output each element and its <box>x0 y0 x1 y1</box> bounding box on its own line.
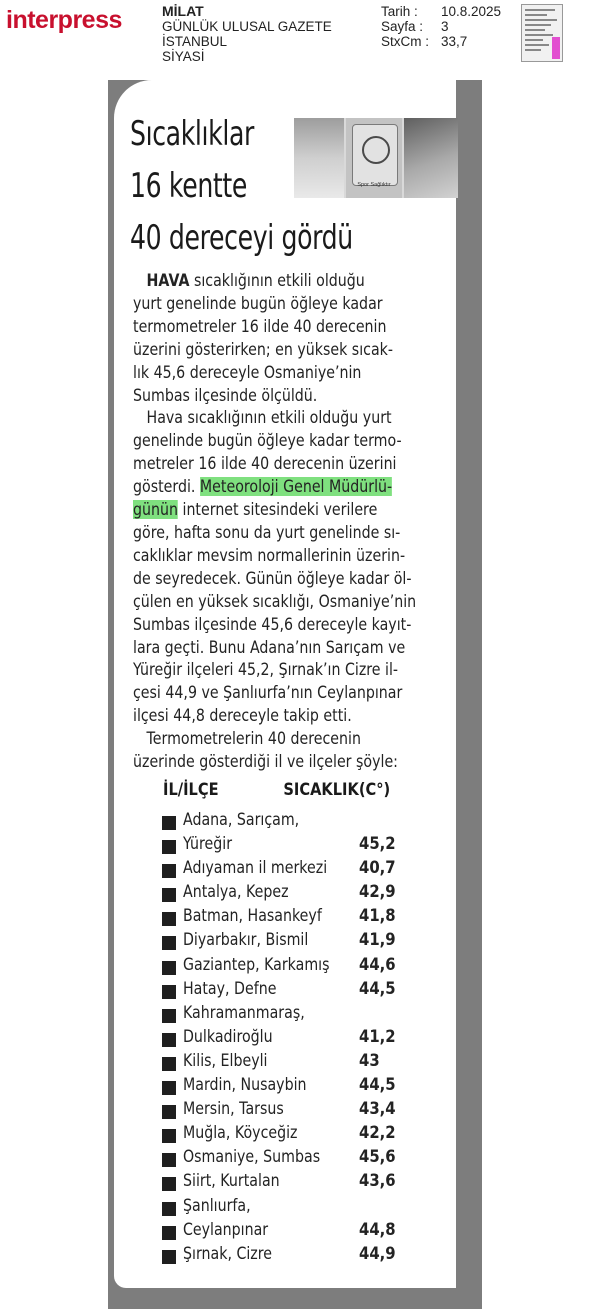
column-header-location: İL/İLÇE <box>163 780 219 800</box>
publication-type: GÜNLÜK ULUSAL GAZETE <box>162 19 332 34</box>
temperature-value: 43,4 <box>359 1099 396 1119</box>
bullet-square-icon <box>162 1105 176 1119</box>
temperature-value: 41,2 <box>359 1026 396 1046</box>
location-name: Adıyaman il merkezi <box>183 858 328 878</box>
temperature-value: 45,2 <box>359 834 396 854</box>
bullet-square-icon <box>162 985 176 999</box>
temperature-value: 44,9 <box>359 1243 396 1263</box>
list-item <box>162 1123 432 1147</box>
location-name: Siirt, Kurtalan <box>183 1171 280 1191</box>
location-name: Mersin, Tarsus <box>183 1099 284 1119</box>
bullet-square-icon <box>162 840 176 854</box>
list-item <box>162 834 432 858</box>
publication-info <box>162 4 332 64</box>
location-name: Kahramanmaraş, <box>183 1002 305 1022</box>
temperature-value: 41,8 <box>359 906 396 926</box>
article-headline: Sıcaklıklar 16 kentte 40 dereceyi gördü <box>130 114 353 258</box>
list-item <box>162 1171 432 1195</box>
location-name: Adana, Sarıçam, <box>183 810 300 829</box>
list-item <box>162 930 432 954</box>
location-name: Antalya, Kepez <box>183 882 289 902</box>
temperature-value: 41,9 <box>359 930 396 950</box>
location-name: Dulkadiroğlu <box>183 1026 273 1046</box>
column-header-temperature: SICAKLIK(C°) <box>283 780 391 800</box>
temperature-value: 44,6 <box>359 954 396 974</box>
location-name: Batman, Hasankeyf <box>183 906 322 926</box>
bullet-square-icon <box>162 864 176 878</box>
location-name: Hatay, Defne <box>183 978 277 998</box>
publication-city: İSTANBUL <box>162 34 228 49</box>
highlight-term-cont: günün <box>133 500 178 520</box>
publication-name: MİLAT <box>162 3 204 19</box>
temperature-value: 40,7 <box>359 858 396 878</box>
bullet-square-icon <box>162 1202 176 1216</box>
highlight-term: Meteoroloji Genel Müdürlü- <box>199 477 393 497</box>
bullet-square-icon <box>162 1033 176 1047</box>
list-item <box>162 979 432 1003</box>
bullet-square-icon <box>162 936 176 950</box>
list-item <box>162 1099 432 1123</box>
bullet-square-icon <box>162 912 176 926</box>
bullet-square-icon <box>162 1226 176 1240</box>
bullet-square-icon <box>162 816 176 830</box>
temperature-value: 42,2 <box>359 1123 396 1143</box>
list-item <box>162 1196 432 1220</box>
table-header <box>163 780 395 800</box>
temperature-value: 42,9 <box>359 882 396 902</box>
list-item <box>162 882 432 906</box>
list-item <box>162 1051 432 1075</box>
paragraph-2: Hava sıcaklığının etkili olduğu yurt <box>133 408 392 428</box>
article-photo <box>294 118 458 198</box>
list-item <box>162 1027 432 1051</box>
bullet-square-icon <box>162 1250 176 1264</box>
bullet-square-icon <box>162 1081 176 1095</box>
bullet-square-icon <box>162 1177 176 1191</box>
bullet-square-icon <box>162 961 176 975</box>
list-item <box>162 1075 432 1099</box>
list-item <box>162 906 432 930</box>
paragraph-3: Termometrelerin 40 derecenin <box>133 729 361 749</box>
photo-panel-sign <box>346 118 402 198</box>
photo-panel-right <box>404 118 458 198</box>
location-name: Şırnak, Cizre <box>183 1243 273 1263</box>
list-item <box>162 1244 432 1268</box>
interpress-logo: interpress <box>6 6 122 34</box>
temperature-list <box>162 810 432 1268</box>
temperature-value: 43 <box>359 1050 380 1070</box>
location-name: Şanlıurfa, <box>183 1195 251 1215</box>
temperature-value: 44,8 <box>359 1219 396 1239</box>
meta-date: Tarih : 10.8.2025 <box>381 4 502 19</box>
location-name: Kilis, Elbeyli <box>183 1050 268 1070</box>
temperature-value: 43,6 <box>359 1171 396 1191</box>
location-name: Gaziantep, Karkamış <box>183 954 330 974</box>
bullet-square-icon <box>162 1129 176 1143</box>
paragraph-1: HAVA sıcaklığının etkili olduğu <box>146 271 365 290</box>
temperature-value: 45,6 <box>359 1147 396 1167</box>
thumbnail-marker <box>552 37 560 59</box>
list-item <box>162 1220 432 1244</box>
article-body: HAVA sıcaklığının etkili olduğu yurt genelinde bugün öğleye kadar termometreler 16 ilde 40 derecenin üzerini gösterirken; en yüksek sıcak- lık 45,6 dereceyle Osmaniye’nin Sumbas ilçesinde ölçüldü. Hava sıcaklığının etkili olduğu yurt genelinde bugün öğleye kadar termo- metreler 16 ilde 40 derecenin üzerini gösterdi. Meteoroloji Genel Müdürlü- günün internet sitesindeki verilere göre, hafta sonu da yurt genelinde sı- caklıklar mevsim normallerinin üzerin- de seyredecek. Günün öğleye kadar öl- çülen en yüksek sıcaklığı, Osmaniye’nin Sumbas ilçesinde 45,6 dereceyle kayıt- lara geçti. Bunu Adana’nın Sarıçam ve Yüreğir ilçeleri 45,2, Şırnak’ın Cizre il- çesi 44,9 ve Şanlıurfa’nın Ceylanpınar ilçesi 44,8 dereceyle takip etti. Termometrelerin 40 derecenin üzerinde gösterdiği il ve ilçeler şöyle: <box>133 271 417 772</box>
location-name: Osmaniye, Sumbas <box>183 1147 321 1167</box>
temperature-value: 44,5 <box>359 978 396 998</box>
list-item <box>162 955 432 979</box>
lead-word: HAVA <box>146 271 190 290</box>
bullet-square-icon <box>162 1153 176 1167</box>
location-name: Muğla, Köyceğiz <box>183 1123 298 1143</box>
location-name: Ceylanpınar <box>183 1219 269 1239</box>
publication-section: SİYASİ <box>162 49 205 64</box>
clipping-header <box>0 0 590 66</box>
photo-panel-left <box>294 118 344 198</box>
location-name: Yüreğir <box>183 834 233 854</box>
temperature-value: 44,5 <box>359 1075 396 1095</box>
list-item <box>162 1003 432 1027</box>
meta-stxcm: StxCm : 33,7 <box>381 34 468 49</box>
meta-page: Sayfa : 3 <box>381 19 449 34</box>
photo-sign-text: Spor Sağlıktır <box>357 182 391 188</box>
location-name: Mardin, Nusaybin <box>183 1075 307 1095</box>
list-item <box>162 858 432 882</box>
list-item <box>162 1147 432 1171</box>
bullet-square-icon <box>162 1009 176 1023</box>
list-item <box>162 810 432 834</box>
bullet-square-icon <box>162 1057 176 1071</box>
page-thumbnail[interactable] <box>521 4 563 62</box>
location-name: Diyarbakır, Bismil <box>183 930 309 950</box>
bullet-square-icon <box>162 888 176 902</box>
clipping-meta <box>381 4 501 49</box>
